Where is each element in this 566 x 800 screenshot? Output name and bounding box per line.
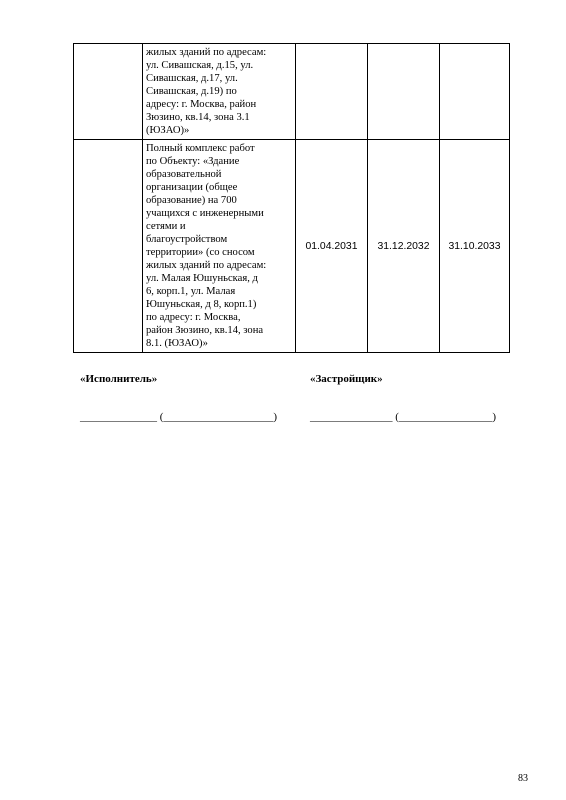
table-row bbox=[74, 44, 510, 140]
work-description-cell bbox=[143, 140, 296, 353]
row-number-cell bbox=[74, 140, 143, 353]
developer-label: «Застройщик» bbox=[310, 373, 383, 385]
deadline-date-cell bbox=[440, 44, 510, 140]
deadline-date-cell: 31.10.2033 bbox=[440, 140, 510, 353]
table-row bbox=[74, 140, 510, 353]
developer-signature-line: _______________ (_________________) bbox=[310, 411, 497, 423]
executor-label: «Исполнитель» bbox=[80, 373, 158, 385]
work-description: Полный комплекс работ по Объекту: «Здание образовательной организации (общее образование) на 700 учащихся с инженерными сетями и благоустройством территории» (со сносом жилых зданий по адресам: ул. Малая Юшуньская, д 6, корп.1, ул. Малая Юшуньская, д 8, корп.1) по адресу: г. Москва, район Зюзино, кв.14, зона 8.1. (ЮЗАО)» bbox=[146, 143, 267, 349]
end-date-cell bbox=[368, 44, 440, 140]
start-date-cell bbox=[296, 44, 368, 140]
start-date-cell: 01.04.2031 bbox=[296, 140, 368, 353]
work-description: жилых зданий по адресам: ул. Сивашская, д.15, ул. Сивашская, д.17, ул. Сивашская, д.19) по адресу: г. Москва, район Зюзино, кв.14, зона 3.1 (ЮЗАО)» bbox=[146, 47, 267, 136]
executor-signature-line: ______________ (____________________) bbox=[80, 411, 278, 423]
work-description-cell bbox=[143, 44, 296, 140]
schedule-table bbox=[73, 43, 510, 353]
row-number-cell bbox=[74, 44, 143, 140]
page-number: 83 bbox=[518, 773, 528, 784]
end-date-cell: 31.12.2032 bbox=[368, 140, 440, 353]
